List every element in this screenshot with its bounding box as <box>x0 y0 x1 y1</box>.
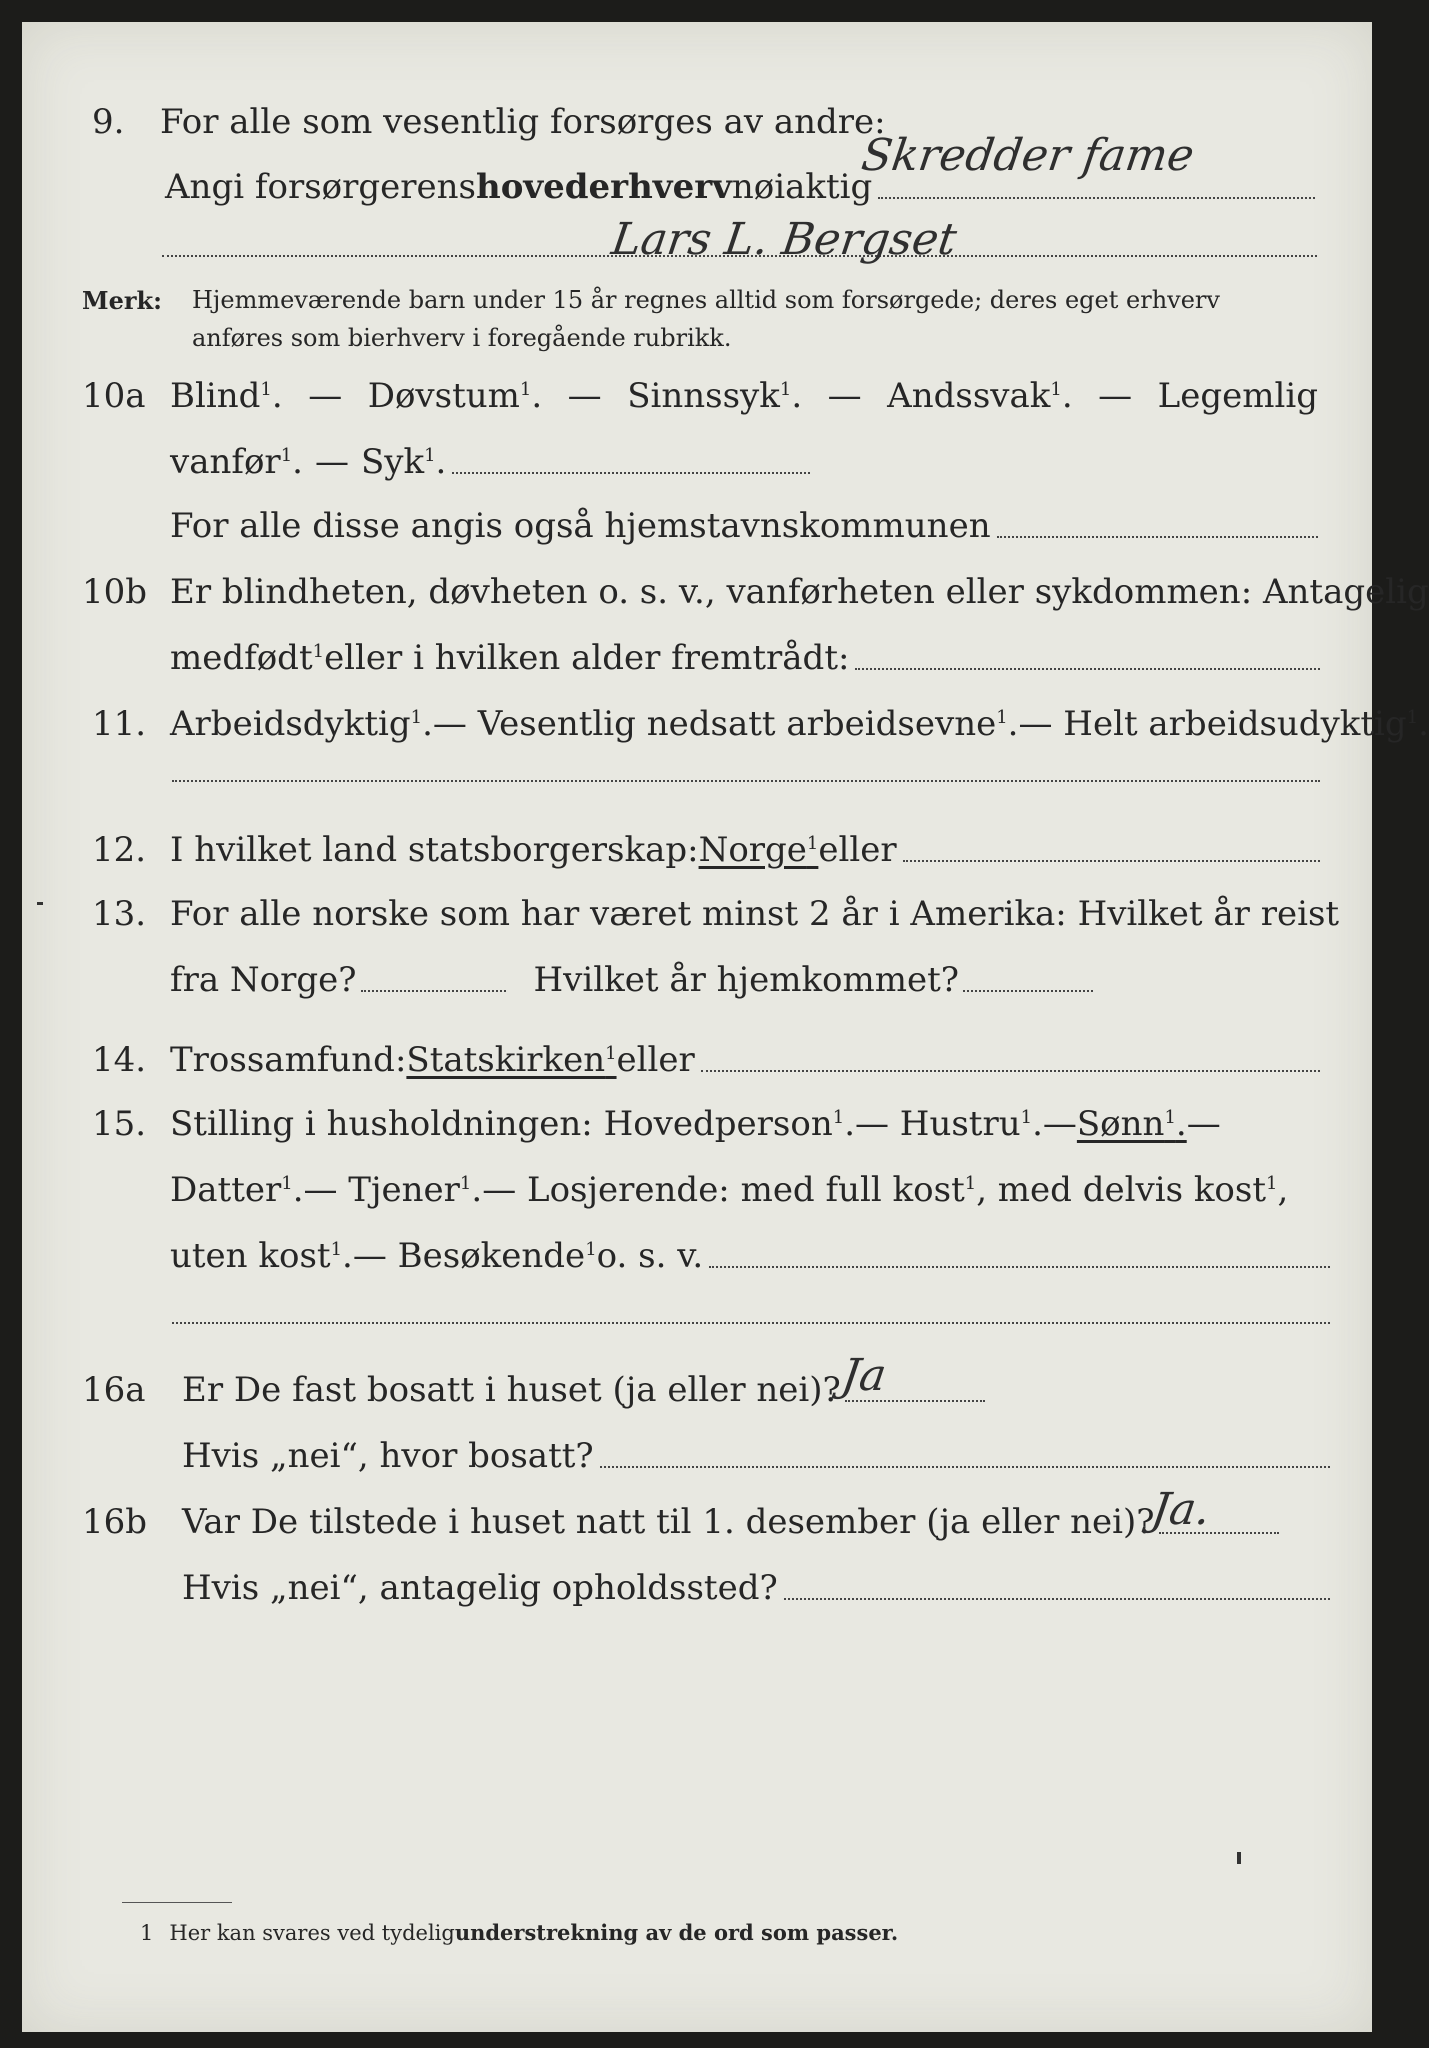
merk-line2: anføres som bierhverv i foregående rubrikk. <box>192 324 732 352</box>
footnote-ref: 1 <box>424 445 436 466</box>
q10a-line1 <box>170 376 1318 416</box>
q9-label-c: nøiaktig <box>731 167 873 207</box>
footnote-ref: 1 <box>312 641 325 662</box>
q16b-opholdssted-label: Hvis „nei“, antagelig opholdssted? <box>182 1568 778 1608</box>
q10b-alder-label: eller i hvilken alder fremtrådt: <box>324 638 850 678</box>
q15-stilling-field[interactable] <box>709 1266 1330 1268</box>
q12-line <box>170 830 1320 870</box>
option-sinnssyk[interactable]: Sinnssyk$^1$. <box>627 376 803 416</box>
q15-line1 <box>170 1104 1221 1144</box>
q10b-number: 10b <box>82 572 148 612</box>
q9-occupation-field[interactable] <box>878 197 1315 199</box>
option-udyktig-label: — Helt arbeidsudyktig <box>1018 704 1407 744</box>
option-full-kost[interactable] <box>482 1170 976 1210</box>
footnote-mark: 1 <box>140 1921 154 1945</box>
q14-trossamfund-field[interactable] <box>701 1070 1320 1072</box>
footnote-text-b: understrekning av de ord som passer. <box>454 1920 899 1945</box>
q16a-bosatt-label: Hvis „nei“, hvor bosatt? <box>182 1436 594 1476</box>
q16b-number: 16b <box>82 1502 148 1542</box>
merk-line1: Hjemmeværende barn under 15 år regnes alltid som forsørgede; deres eget erhverv <box>192 286 1220 314</box>
option-andssvak[interactable]: Andssvak$^1$. <box>887 376 1073 416</box>
q11-line1 <box>170 704 1429 744</box>
q12-label: I hvilket land statsborgerskap: <box>170 830 699 870</box>
q16a-line2 <box>182 1436 1330 1476</box>
footnote-ref: 1 <box>260 379 272 400</box>
footnote <box>140 1920 898 1945</box>
q9-line1 <box>160 102 886 142</box>
q14-eller: eller <box>616 1040 695 1080</box>
option-arbeidsdyktig-label: Arbeidsdyktig <box>170 704 411 744</box>
q16a-question: Er De fast bosatt i huset (ja eller nei)? <box>182 1370 841 1410</box>
q13-line1: For alle norske som har været minst 2 år i Amerika: Hvilket år reist <box>170 894 1340 934</box>
q13-line2 <box>170 960 1121 1000</box>
dash: — <box>1186 1104 1221 1144</box>
option-datter-label: Datter <box>170 1170 282 1210</box>
footnote-ref: 1 <box>964 1173 977 1194</box>
dash: — <box>567 376 602 416</box>
option-syk-label: Syk <box>360 442 425 482</box>
q13-hjem-field[interactable] <box>963 990 1093 992</box>
footnote-ref: 1 <box>1266 1173 1278 1194</box>
option-norge[interactable] <box>699 830 819 870</box>
option-delvis-kost-label: , med delvis kost <box>976 1170 1267 1210</box>
q16b-handwritten-answer: Ja. <box>1148 1484 1214 1535</box>
dash: — <box>827 376 862 416</box>
q9-label-bold: hovederhverv <box>475 167 732 207</box>
footnote-divider <box>122 1902 232 1903</box>
footnote-ref: 1 <box>1020 1107 1033 1128</box>
q9-handwritten-occupation: Skredder fame <box>858 130 1198 181</box>
q13-fra-label: fra Norge? <box>170 960 357 1000</box>
option-besokende-label: — Besøkende <box>352 1236 586 1276</box>
dash: — <box>1042 1104 1077 1144</box>
ink-mark <box>37 902 43 905</box>
option-blind-label: Blind <box>170 376 261 416</box>
q16b-line1 <box>182 1502 1307 1542</box>
option-full-kost-label: — Losjerende: med full kost <box>482 1170 965 1210</box>
footnote-ref: 1 <box>806 833 819 854</box>
option-legemlig[interactable]: Legemlig <box>1157 376 1318 416</box>
footnote-ref: 1 <box>605 1043 617 1064</box>
q11-number: 11. <box>92 704 147 744</box>
option-vanfor[interactable]: vanfør$^1$. <box>170 442 303 482</box>
q16b-question: Var De tilstede i huset natt til 1. desember (ja eller nei)? <box>182 1502 1155 1542</box>
dash: — <box>308 376 343 416</box>
q10b-alder-field[interactable] <box>855 668 1320 670</box>
option-tjener[interactable]: — Tjener$^1$. <box>303 1170 483 1210</box>
q15-osv: o. s. v. <box>596 1236 704 1276</box>
footnote-ref: 1 <box>585 1239 597 1260</box>
option-hovedperson[interactable]: Stilling i husholdningen: Hovedperson$^1$. <box>170 1104 855 1144</box>
q11-extra-field[interactable] <box>172 780 1320 782</box>
option-blind[interactable]: Blind$^1$. <box>170 376 283 416</box>
option-hovedperson-label: Stilling i husholdningen: Hovedperson <box>170 1104 833 1144</box>
dash: — <box>1098 376 1133 416</box>
option-sonn-label: Sønn <box>1076 1104 1165 1144</box>
option-medfodt-label: medfødt <box>170 638 313 678</box>
option-hustru[interactable]: — Hustru$^1$. <box>855 1104 1043 1144</box>
q10b-line1: Er blindheten, døvheten o. s. v., vanførheten eller sykdommen: Antagelig <box>170 572 1429 612</box>
option-tjener-label: — Tjener <box>303 1170 460 1210</box>
option-datter[interactable]: Datter$^1$. <box>170 1170 304 1210</box>
option-sonn[interactable]: Sønn$^1$. <box>1076 1104 1187 1144</box>
q10b-line2 <box>170 638 1320 678</box>
option-uten-kost-label: uten kost <box>170 1236 331 1276</box>
option-besokende[interactable] <box>353 1236 597 1276</box>
footnote-ref: 1 <box>459 1173 472 1194</box>
option-arbeidsdyktig[interactable]: Arbeidsdyktig$^1$. <box>170 704 433 744</box>
footnote-ref: 1 <box>1406 707 1419 728</box>
q10a-syk-field[interactable] <box>452 472 810 474</box>
q16b-opholdssted-field[interactable] <box>784 1598 1330 1600</box>
q16a-line1 <box>182 1370 1013 1410</box>
option-hustru-label: — Hustru <box>855 1104 1021 1144</box>
q13-number: 13. <box>92 894 147 934</box>
footnote-text-a: Her kan svares ved tydelig <box>169 1921 455 1945</box>
footnote-ref: 1 <box>996 707 1008 728</box>
option-nedsatt[interactable]: — Vesentlig nedsatt arbeidsevne$^1$. <box>432 704 1019 744</box>
q10a-hjemstavn-label: For alle disse angis også hjemstavnskommunen <box>170 506 991 546</box>
option-sinnssyk-label: Sinnssyk <box>627 376 780 416</box>
q15-line3 <box>170 1236 1330 1276</box>
option-dovstum-label: Døvstum <box>367 376 520 416</box>
q14-number: 14. <box>92 1040 147 1080</box>
option-udyktig[interactable]: — Helt arbeidsudyktig$^1$. <box>1018 704 1429 744</box>
q10a-number: 10a <box>82 376 146 416</box>
q14-line <box>170 1040 1320 1080</box>
option-nedsatt-label: — Vesentlig nedsatt arbeidsevne <box>432 704 997 744</box>
q16a-handwritten-answer: Ja <box>838 1350 890 1401</box>
q16a-bosatt-field[interactable] <box>600 1466 1330 1468</box>
q9-question: For alle som vesentlig forsørges av andre: <box>160 102 886 142</box>
q13-hjem-label: Hvilket år hjemkommet? <box>533 960 960 1000</box>
footnote-ref: 1 <box>1164 1107 1176 1128</box>
q15-line2 <box>170 1170 1288 1210</box>
footnote-ref: 1 <box>281 1173 293 1194</box>
dash: — <box>314 442 349 482</box>
ink-mark <box>1237 1852 1241 1864</box>
option-norge-label: Norge <box>698 830 807 870</box>
option-statskirken-label: Statskirken <box>406 1040 606 1080</box>
q9-number: 9. <box>92 102 125 142</box>
q12-eller: eller <box>818 830 897 870</box>
q12-number: 12. <box>92 830 147 870</box>
option-andssvak-label: Andssvak <box>887 376 1051 416</box>
q9-label-a: Angi forsørgerens <box>165 167 476 207</box>
footnote-ref: 1 <box>1050 379 1062 400</box>
q13-fra-field[interactable] <box>361 990 506 992</box>
footnote-ref: 1 <box>280 445 293 466</box>
q12-country-field[interactable] <box>903 860 1320 862</box>
q15-number: 15. <box>92 1104 147 1144</box>
q14-label: Trossamfund: <box>170 1040 407 1080</box>
q9-handwritten-name: Lars L. Bergset <box>608 214 960 265</box>
footnote-ref: 1 <box>779 379 792 400</box>
q16b-line2 <box>182 1568 1330 1608</box>
option-uten-kost[interactable]: uten kost$^1$. <box>170 1236 353 1276</box>
q10a-line3 <box>170 506 1318 546</box>
census-form-page <box>22 22 1429 2032</box>
q10a-line2 <box>170 442 810 482</box>
option-statskirken[interactable] <box>406 1040 616 1080</box>
option-dovstum[interactable]: Døvstum$^1$. <box>367 376 543 416</box>
comma: , <box>1277 1170 1289 1210</box>
footnote-ref: 1 <box>519 379 532 400</box>
footnote-ref: 1 <box>410 707 423 728</box>
merk-label: Merk: <box>82 286 162 315</box>
q16a-number: 16a <box>82 1370 146 1410</box>
option-delvis-kost[interactable] <box>976 1170 1277 1210</box>
option-medfodt[interactable] <box>170 638 324 678</box>
q15-extra-field[interactable] <box>172 1322 1330 1324</box>
footnote-ref: 1 <box>330 1239 343 1260</box>
footnote-ref: 1 <box>832 1107 845 1128</box>
option-syk[interactable]: Syk$^1$. <box>360 442 447 482</box>
q10a-hjemstavn-field[interactable] <box>997 536 1318 538</box>
option-vanfor-label: vanfør <box>170 442 281 482</box>
